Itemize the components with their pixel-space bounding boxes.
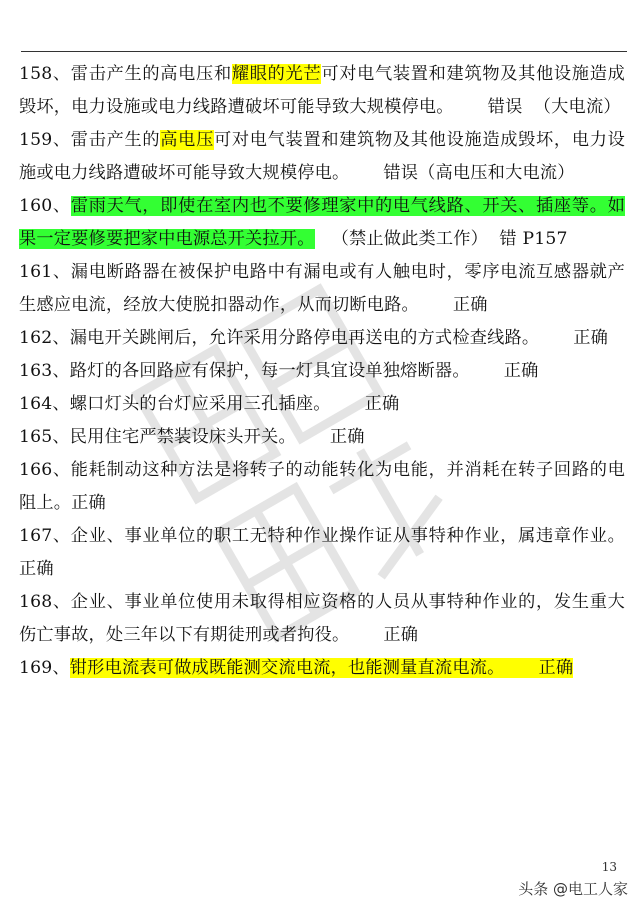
question-item: [19, 322, 625, 355]
answer-text: 正确: [330, 394, 400, 414]
question-text: 162、漏电开关跳闸后，允许采用分路停电再送电的方式检查线路。: [19, 328, 540, 348]
question-text: 可对电气装置和建筑物及其他设施造成毁坏，电力设施或电力线路遭破坏可能导致大规模停电。: [19, 130, 626, 183]
answer-text: 正确: [349, 625, 419, 645]
answer-text: 正确: [504, 658, 574, 678]
answer-text: 正确: [469, 361, 539, 381]
question-item: [19, 454, 625, 520]
answer-text: 正确: [71, 493, 106, 513]
question-text: 160、: [19, 196, 71, 216]
question-item: [19, 388, 625, 421]
answer-text: 正确: [539, 328, 609, 348]
question-text: 169、: [19, 658, 70, 678]
question-text: 165、民用住宅严禁装设床头开关。: [19, 427, 296, 447]
highlighted-text: 高电压: [160, 130, 214, 150]
question-text: 161、漏电断路器在被保护电路中有漏电或有人触电时，零序电流互感器就产生感应电流，经放大使脱扣器动作，从而切断电路。: [19, 262, 625, 315]
question-item: [19, 421, 625, 454]
question-item: [19, 190, 625, 256]
answer-text: 正确: [19, 559, 54, 579]
highlighted-text: 雷雨天气，即使在室内也不要修理家中的电气线路、开关、插座等。如果一定要修要把家中电源总开关拉开。: [19, 196, 626, 249]
question-text: 158、雷击产生的高电压和: [19, 64, 232, 84]
question-text: 159、雷击产生的: [19, 130, 161, 150]
question-text: 166、能耗制动这种方法是将转子的动能转化为电能，并消耗在转子回路的电阻上。: [19, 460, 625, 513]
question-item: [19, 58, 625, 124]
highlighted-text: 耀眼的光芒: [231, 64, 322, 84]
question-item: [19, 124, 625, 190]
question-item: [19, 355, 625, 388]
question-item: [19, 652, 625, 685]
answer-text: 正确: [418, 295, 488, 315]
question-text: 167、企业、事业单位的职工无特种作业操作证从事特种作业，属违章作业。: [19, 526, 625, 546]
footer-source: 头条 @电工人家: [518, 880, 628, 898]
highlighted-text: 钳形电流表可做成既能测交流电流，也能测量直流电流。: [69, 658, 505, 678]
header-rule: [21, 51, 627, 52]
answer-text: （禁止做此类工作） 错 P157: [314, 229, 568, 249]
answer-text: 错误（高电压和大电流）: [349, 163, 575, 183]
question-list: [19, 58, 625, 685]
question-item: [19, 586, 625, 652]
page-number: 13: [601, 860, 617, 874]
question-text: 168、企业、事业单位使用未取得相应资格的人员从事特种作业的，发生重大伤亡事故，处三年以下有期徒刑或者拘役。: [19, 592, 625, 645]
question-text: 可对电气装置和建筑物及其他设施造成毁坏，电力设施或电力线路遭破坏可能导致大规模停电。: [19, 64, 625, 117]
answer-text: 错误 （大电流）: [453, 97, 621, 117]
question-text: 163、路灯的各回路应有保护，每一灯具宜设单独熔断器。: [19, 361, 470, 381]
question-text: 164、螺口灯头的台灯应采用三孔插座。: [19, 394, 331, 414]
question-item: [19, 520, 625, 586]
answer-text: 正确: [295, 427, 365, 447]
question-item: [19, 256, 625, 322]
